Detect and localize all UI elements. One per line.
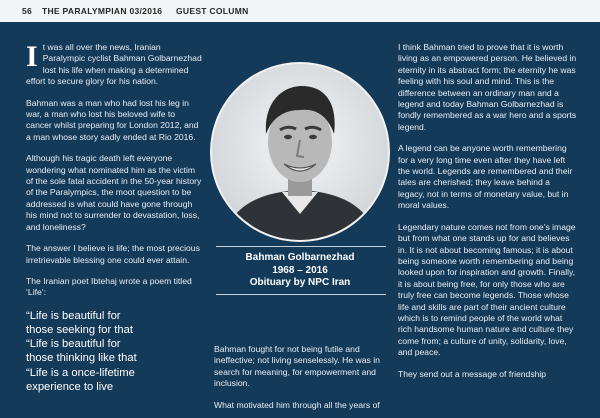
paragraph: I think Bahman tried to prove that it is worth living as an empowered person. He believed in eternity in its abstract form; the eternity he was feeling with his soul and mind. This is the difference between an ordinary man and a legend and today Bahman Golbarnezhad is fondly remembered as a war hero and a sports legend. — [398, 42, 577, 132]
paragraph: They send out a message of friendship — [398, 368, 547, 379]
paragraph: A legend can be anyone worth remembering for a very long time even after they have left the world. Legends are remembered and their tales are cherished; they leave behind a legacy, not in terms of monetary value, but in moral values. — [398, 143, 573, 211]
caption-years: 1968 – 2016 — [272, 264, 328, 276]
poem-line: “Life is beautiful for — [26, 338, 121, 351]
poem-line: experience to live — [26, 380, 114, 393]
drop-cap: I — [26, 40, 38, 73]
poem-line: those seeking for that — [26, 323, 133, 336]
paragraph: The Iranian poet Ibtehaj wrote a poem titled ‘Life’: — [26, 275, 192, 298]
paragraph: Legendary nature comes not from one’s image but from what one stands up for and believes in. It is not about becoming famous; it is about being someone worth remembering and being looked upon for inspiration and growth. Finally, it is about being free, for only those who are truly free can become legends. Those whose life and skills are part of their ancient culture which is to remind people of the world what rich handsome human nature and culture they come from; a culture of unity, solidarity, love, and peace. — [398, 221, 576, 358]
page-number: 56 — [22, 6, 33, 16]
poem-line: “Life is beautiful for — [26, 309, 121, 322]
paragraph: Bahman fought for not being futile and ineffective; not living senselessly. He was in search for meaning, for empowerment and inclusion. — [214, 344, 380, 389]
section-title: GUEST COLUMN — [176, 6, 249, 16]
middle-column — [214, 344, 388, 418]
intro-paragraph: It was all over the news, Iranian Paralympic cyclist Bahman Golbarnezhad lost his life when making a determined effort to secure glory for his nation. — [26, 40, 202, 87]
paragraph: What motivated him through all the years of — [214, 399, 380, 410]
portrait-illustration — [212, 64, 388, 240]
poem-line: “Life is a once-lifetime — [26, 366, 135, 379]
poem-line: those thinking like that — [26, 352, 137, 365]
caption-rule-top — [216, 246, 386, 247]
publication-title: THE PARALYMPIAN 03/2016 — [42, 6, 163, 16]
portrait-photo — [212, 64, 388, 240]
caption-credit: Obituary by NPC Iran — [249, 277, 351, 288]
photo-caption — [212, 252, 388, 290]
right-column — [398, 42, 578, 390]
paragraph: The answer I believe is life; the most precious irretrievable blessing one could ever attain. — [26, 243, 200, 265]
paragraph: Although his tragic death left everyone wondering what nominated him as the victim of the sole fatal accident in the 50-year history of the Paralympics, the moot question to be addressed is what could have gone through his mind not to surrender to devastation, loss, and loneliness? — [26, 153, 202, 232]
caption-rule-bottom — [216, 294, 386, 295]
paragraph: Bahman was a man who had lost his leg in war, a man who lost his beloved wife to cancer whilst preparing for London 2012, and a man whose story sadly ended at Rio 2016. — [26, 97, 199, 142]
left-column — [26, 42, 202, 394]
caption-name: Bahman Golbarnezhad — [245, 252, 355, 263]
poem — [26, 309, 202, 394]
page-header — [0, 0, 600, 22]
